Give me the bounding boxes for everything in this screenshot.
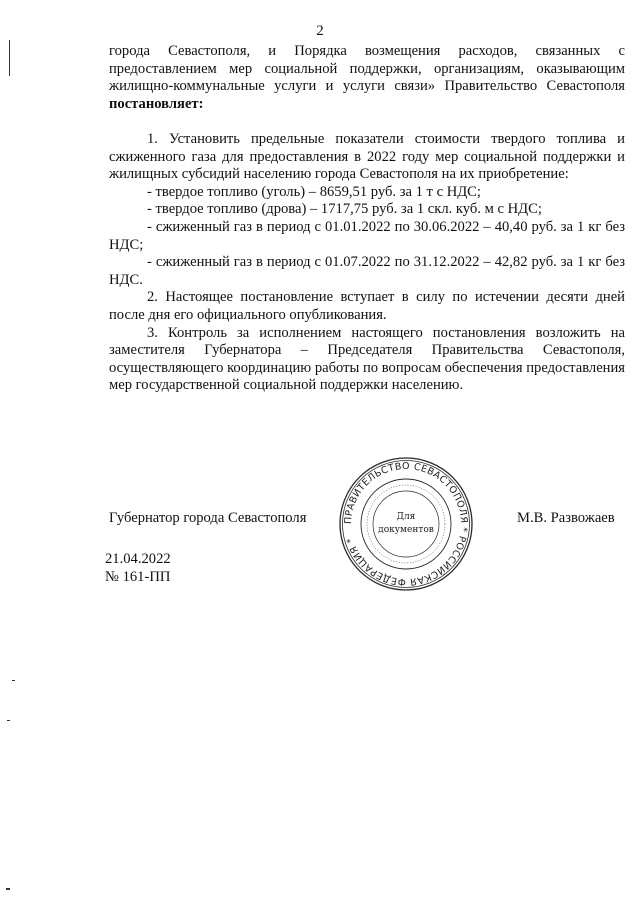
clause-2: 2. Настоящее постановление вступает в силу по истечении десяти дней после дня его официального опубликования. (109, 289, 625, 323)
clause-3: 3. Контроль за исполнением настоящего постановления возложить на заместителя Губернатора – Председателя Правительства Севастополя, осуществляющего координацию работы по вопросам обеспечения предоставления мер государственной социальной поддержки населению. (109, 324, 625, 394)
list-item-firewood: - твердое топливо (дрова) – 1717,75 руб. за 1 скл. куб. м с НДС; (147, 201, 542, 218)
clause-1: 1. Установить предельные показатели стоимости твердого топлива и сжиженного газа для предоставления в 2022 году мер социальной поддержки и жилищных субсидий населению города Севастополя на их приобретение: (109, 130, 625, 183)
seal-center-line-2: документов (378, 525, 434, 535)
document-number: № 161-ПП (105, 568, 171, 585)
scan-edge-mark (9, 40, 10, 76)
document-date-number (105, 551, 171, 586)
official-seal (338, 456, 474, 592)
resolves-word: постановляет: (109, 95, 204, 112)
paragraph-gap (109, 113, 625, 131)
page-number: 2 (316, 23, 324, 39)
list-item-coal: - твердое топливо (уголь) – 8659,51 руб. за 1 т с НДС; (147, 183, 481, 200)
scan-dot (7, 720, 10, 721)
seal-center-line-1: Для (396, 512, 416, 522)
document-date: 21.04.2022 (105, 551, 171, 567)
seal-rings (340, 458, 472, 590)
list-item-gas-h2: - сжиженный газ в период с 01.07.2022 по 31.12.2022 – 42,82 руб. за 1 кг без НДС. (109, 254, 625, 288)
signatory-title: Губернатор города Севастополя (109, 510, 307, 526)
list-item-gas-h1: - сжиженный газ в период с 01.01.2022 по 30.06.2022 – 40,40 руб. за 1 кг без НДС; (109, 218, 625, 253)
scan-dot (12, 680, 15, 681)
continuation-text: города Севастополя, и Порядка возмещения расходов, связанных с предоставлением мер социальной поддержки, организациям, оказывающим жилищно-коммунальные услуги и услуги связи» Правительство Севастополя (109, 43, 625, 95)
seal-outer-text: ПРАВИТЕЛЬСТВО СЕВАСТОПОЛЯ * РОССИЙСКАЯ ФЕДЕРАЦИЯ * (342, 460, 470, 588)
continuation-paragraph (109, 43, 625, 113)
document-body (109, 43, 625, 395)
scan-dot (6, 888, 10, 890)
signatory-name: М.В. Развожаев (517, 510, 615, 526)
